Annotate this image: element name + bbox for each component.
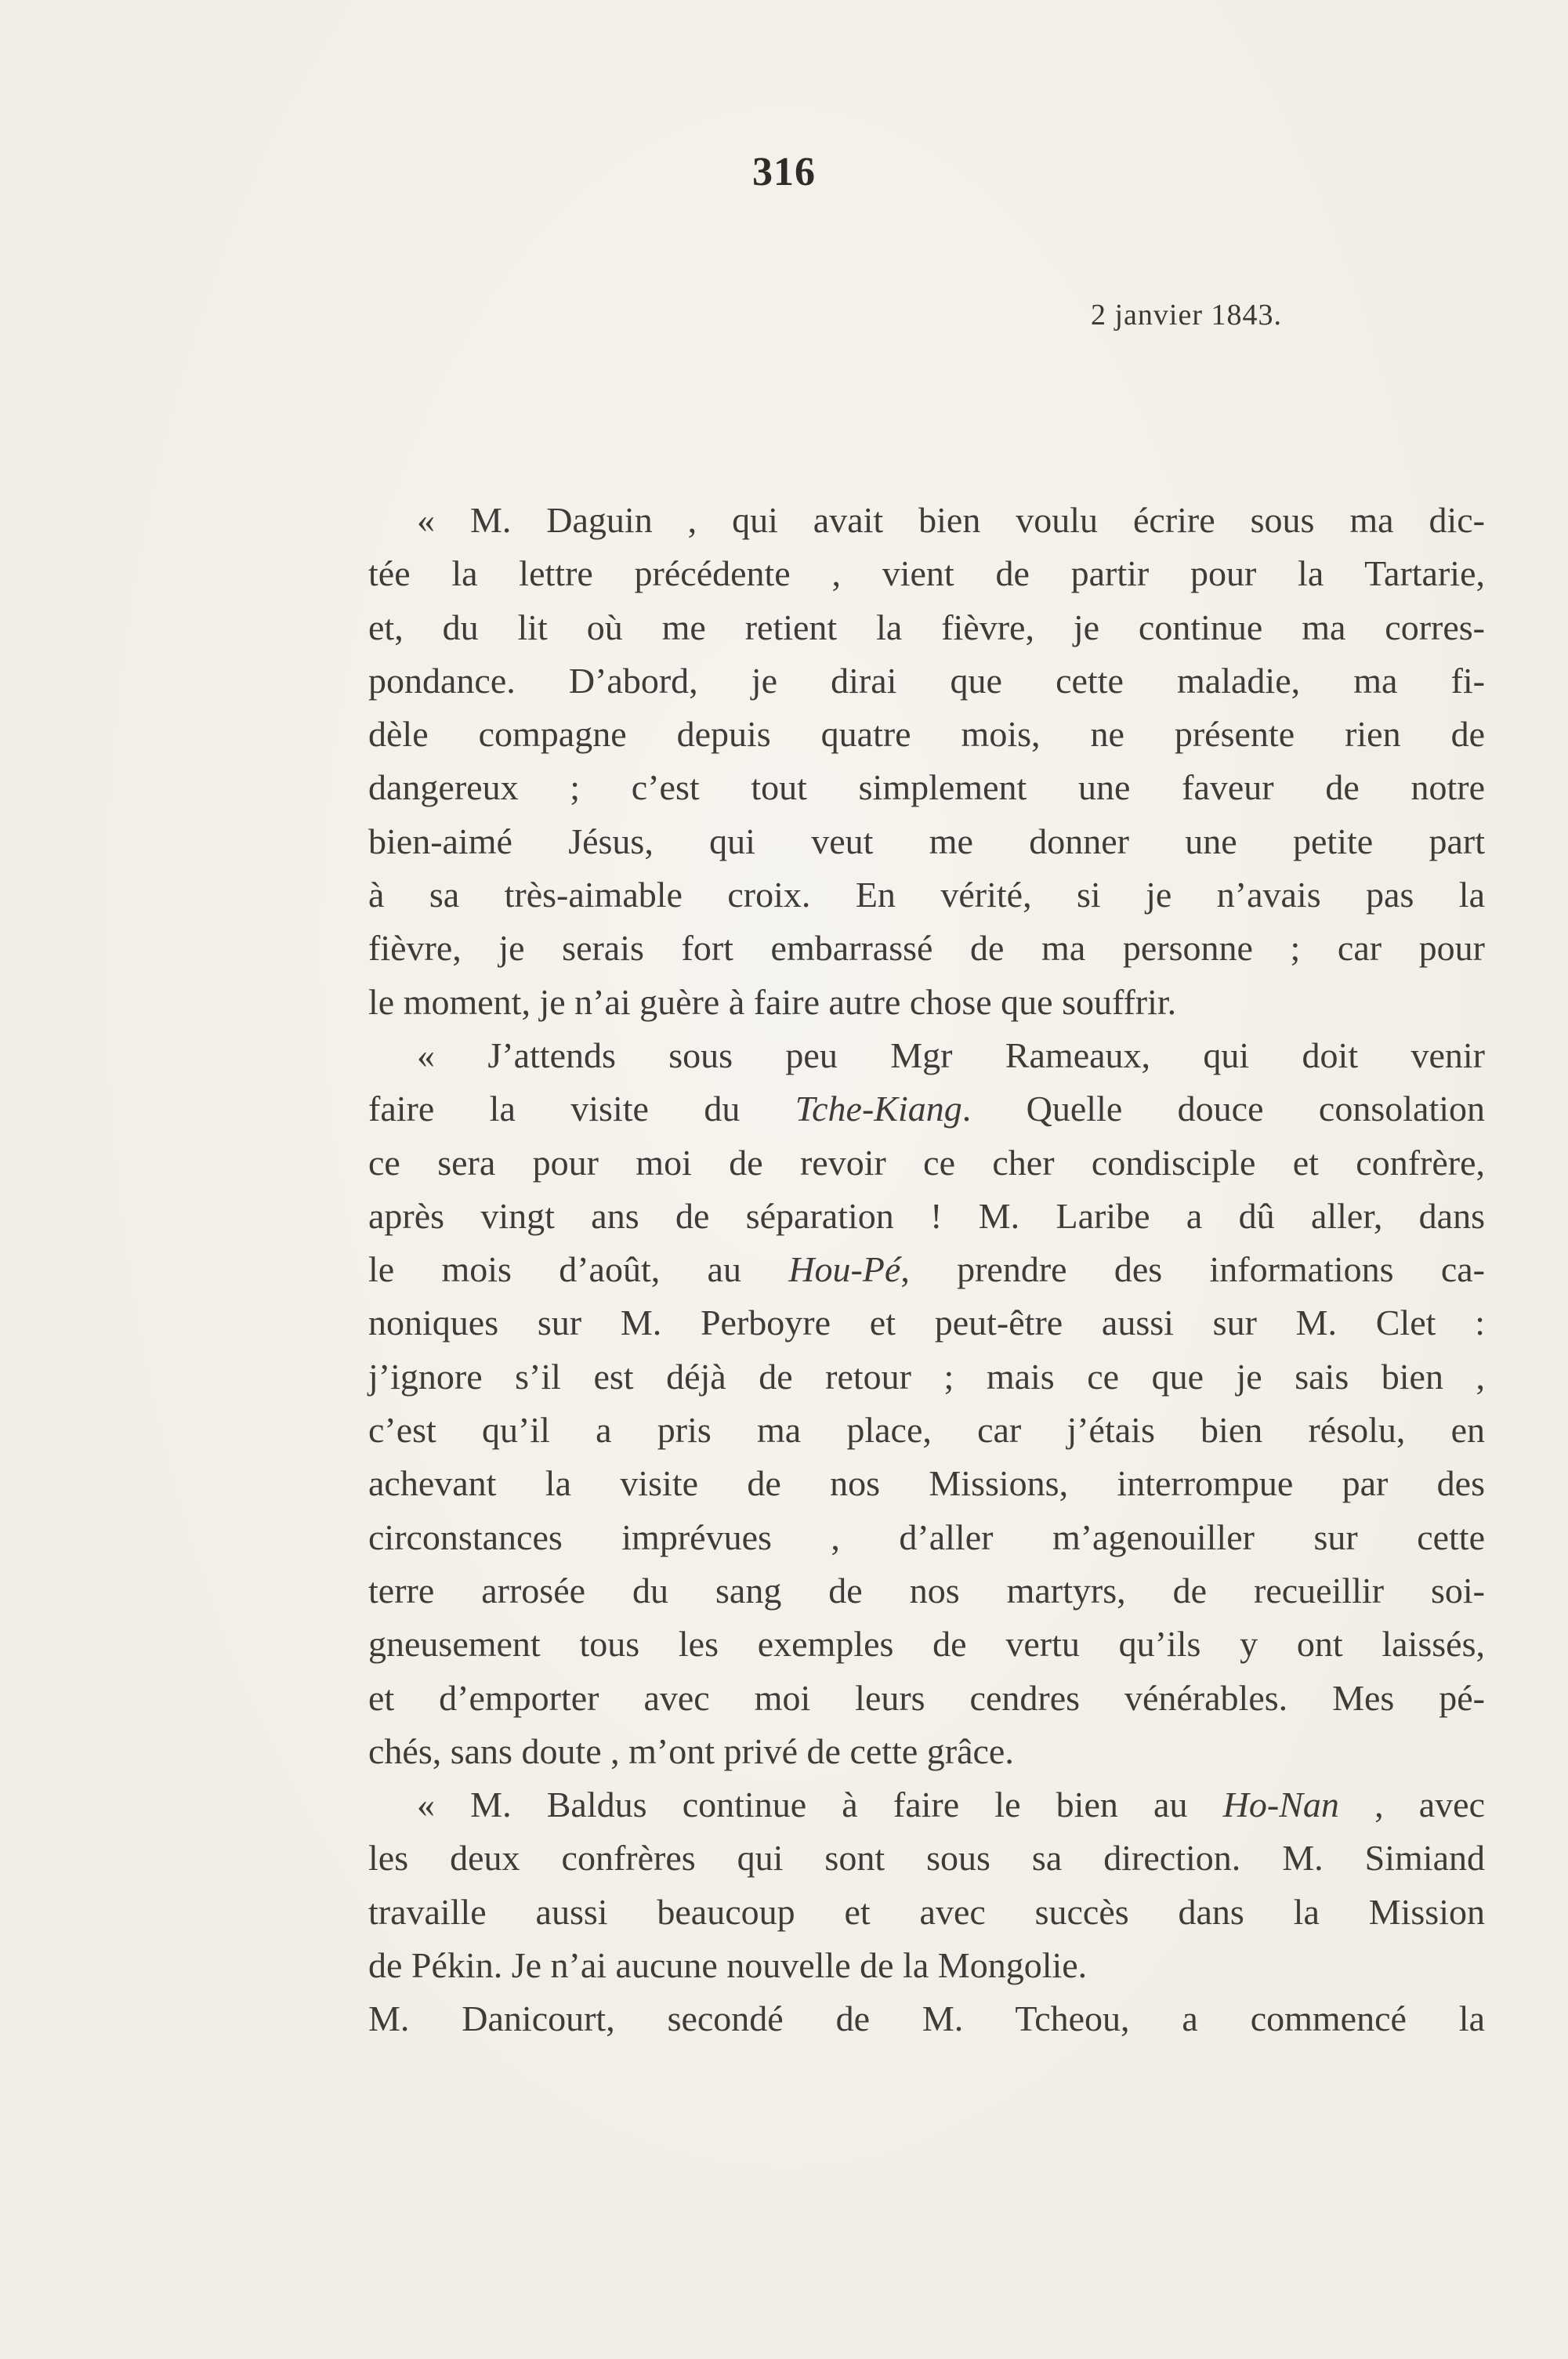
- text-line: de Pékin. Je n’ai aucune nouvelle de la Mongolie.: [368, 1945, 1088, 1986]
- paragraph-3: [368, 1778, 1485, 2046]
- text-line: chés, sans doute , m’ont privé de cette grâce.: [368, 1730, 1014, 1771]
- text-line: bien-aimé Jésus, qui veut me donner une petite part: [368, 821, 1485, 861]
- text-line: terre arrosée du sang de nos martyrs, de recueillir soi-: [368, 1570, 1485, 1611]
- text-line: faire la visite du Tche-Kiang. Quelle douce consolation: [368, 1089, 1486, 1129]
- text-line: à sa très-aimable croix. En vérité, si je n’avais pas la: [368, 875, 1485, 915]
- text-line: dèle compagne depuis quatre mois, ne présente rien de: [368, 714, 1485, 755]
- text-line: circonstances imprévues , d’aller m’agenouiller sur cette: [368, 1516, 1485, 1557]
- text-line: tée la lettre précédente , vient de partir pour la Tartarie,: [368, 553, 1485, 594]
- text-line: et d’emporter avec moi leurs cendres vénérables. Mes pé-: [368, 1677, 1485, 1718]
- paragraph-1: [368, 494, 1485, 1029]
- text-line: « J’attends sous peu Mgr Rameaux, qui doit venir: [417, 1035, 1485, 1075]
- text-line: travaille aussi beaucoup et avec succès dans la Mission: [368, 1891, 1485, 1932]
- text-line: « M. Daguin , qui avait bien voulu écrire sous ma dic-: [417, 500, 1485, 540]
- text-line: j’ignore s’il est déjà de retour ; mais ce que je sais bien ,: [368, 1356, 1485, 1397]
- paragraph-2: [368, 1029, 1485, 1778]
- letter-date: 2 janvier 1843.: [1090, 299, 1282, 332]
- letter-body: [368, 494, 1485, 2046]
- text-line: après vingt ans de séparation ! M. Laribe a dû aller, dans: [368, 1195, 1485, 1236]
- text-line: fièvre, je serais fort embarrassé de ma personne ; car pour: [368, 928, 1485, 969]
- text-line: gneusement tous les exemples de vertu qu’ils y ont laissés,: [368, 1624, 1485, 1665]
- page-number: 316: [752, 150, 816, 194]
- text-line: les deux confrères qui sont sous sa direction. M. Simiand: [368, 1838, 1485, 1879]
- text-line: « M. Baldus continue à faire le bien au Ho-Nan , avec: [417, 1785, 1485, 1825]
- text-line: M. Danicourt, secondé de M. Tcheou, a commencé la: [368, 1998, 1485, 2039]
- text-line: dangereux ; c’est tout simplement une faveur de notre: [368, 767, 1485, 808]
- text-line: c’est qu’il a pris ma place, car j’étais bien résolu, en: [368, 1410, 1485, 1451]
- text-line: le mois d’août, au Hou-Pé, prendre des informations ca-: [368, 1249, 1485, 1290]
- text-line: achevant la visite de nos Missions, interrompue par des: [368, 1463, 1485, 1504]
- text-line: noniques sur M. Perboyre et peut-être aussi sur M. Clet :: [368, 1303, 1485, 1343]
- text-line: le moment, je n’ai guère à faire autre chose que souffrir.: [368, 981, 1177, 1022]
- text-line: et, du lit où me retient la fièvre, je continue ma corres-: [368, 607, 1485, 647]
- text-line: pondance. D’abord, je dirai que cette maladie, ma fi-: [368, 660, 1485, 701]
- text-line: ce sera pour moi de revoir ce cher condisciple et confrère,: [368, 1142, 1485, 1183]
